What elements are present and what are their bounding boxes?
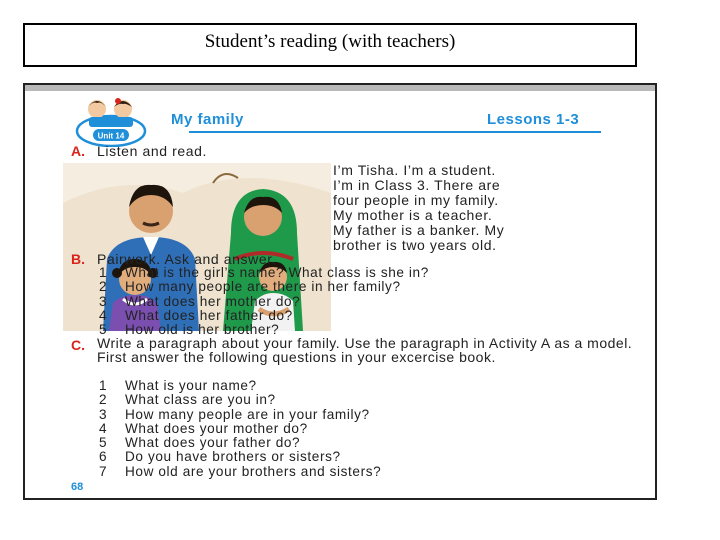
question-text: How many people are in your family? [125,406,370,422]
section-a-letter: A. [71,143,85,159]
section-c-questions [99,379,381,479]
list-item [99,408,381,422]
list-item [99,280,429,294]
unit-badge-label: Unit 14 [97,131,125,141]
question-number: 4 [99,307,108,323]
list-item [99,309,429,323]
story-paragraph [333,163,633,253]
question-text: What does her mother do? [125,293,301,309]
story-line: four people in my family. [333,192,499,208]
story-line: My mother is a teacher. [333,207,493,223]
list-item [99,379,381,393]
unit-badge-icon [71,95,151,147]
unit-title: My family [171,111,244,128]
section-b-questions [99,266,429,337]
question-text: How old are your brothers and sisters? [125,463,382,479]
list-item [99,393,381,407]
question-number: 1 [99,265,108,280]
list-item [99,295,429,309]
story-line: My father is a banker. My [333,222,505,238]
list-item [99,436,381,450]
list-item [99,422,381,436]
story-line: I’m Tisha. I’m a student. [333,162,496,178]
section-b-letter: B. [71,251,85,267]
question-text: What does her father do? [125,307,293,323]
question-text: How old is her brother? [125,322,280,338]
story-line: brother is two years old. [333,237,497,253]
question-number: 2 [99,392,108,408]
question-text: What is the girl’s name? What class is she in? [125,265,429,280]
page-top-bar [25,85,655,91]
question-number: 5 [99,435,108,451]
section-b-instruction: Pairwork. Ask and answer. [97,251,277,267]
question-text: What class are you in? [125,392,276,408]
story-line: I’m in Class 3. There are [333,177,501,193]
question-text: How many people are there in her family? [125,279,401,295]
question-text: What is your name? [125,378,257,393]
header-rule [189,131,601,133]
question-number: 2 [99,279,108,295]
question-number: 7 [99,463,108,479]
list-item [99,266,429,280]
question-text: What does your mother do? [125,420,308,436]
slide-title: Student’s reading (with teachers) [204,31,456,52]
question-text: Do you have brothers or sisters? [125,449,341,465]
question-number: 4 [99,420,108,436]
question-number: 1 [99,378,108,393]
section-a-instruction: Listen and read. [97,143,208,159]
question-number: 6 [99,449,108,465]
question-number: 5 [99,322,108,338]
list-item [99,450,381,464]
question-number: 3 [99,406,108,422]
page-number: 68 [71,481,84,493]
slide-title-box [23,23,637,67]
textbook-page [23,83,657,500]
lessons-label: Lessons 1-3 [487,111,580,128]
section-c-letter: C. [71,337,85,353]
question-number: 3 [99,293,108,309]
list-item [99,465,381,479]
section-c-instruction: Write a paragraph about your family. Use the paragraph in Activity A as a model. First answer the following questions in your excercise book. [97,335,633,365]
question-text: What does your father do? [125,435,301,451]
